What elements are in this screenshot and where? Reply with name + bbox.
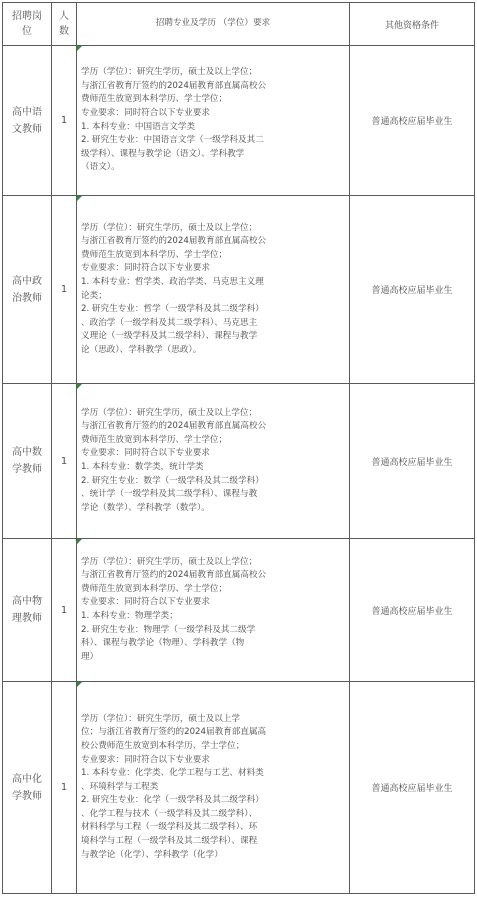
- requirement-line: 1. 本科专业：哲学类、政治学类、马克思主义理: [81, 276, 264, 287]
- requirement-line: 境科学与工程（一级学科及其二级学科）、课程: [81, 836, 258, 847]
- other-condition-cell: 普通高校应届毕业生: [350, 384, 475, 539]
- requirement-line: 学论（数学）、学科教学（数学）。: [81, 502, 210, 513]
- table-row: [3, 539, 475, 682]
- requirement-line: 与浙江省教育厅签约的2024届教育部直属高校公: [81, 570, 267, 581]
- requirement-line: 、统计学（一级学科及其二级学科）、课程与教: [81, 489, 258, 500]
- comment-marker-icon: [77, 46, 82, 51]
- requirement-line: 1. 本科专业：中国语言文学类: [81, 121, 196, 132]
- requirement-line: 校公费师范生放宽到本科学历、学士学位；: [81, 740, 245, 751]
- requirement-line: 学历（学位）：研究生学历，硕士及以上学位；: [81, 407, 258, 418]
- requirement-cell: [77, 196, 350, 384]
- requirement-line: 学历（学位）：研究生学历，硕士及以上学位；: [81, 222, 258, 233]
- requirement-line: 论（思政）、学科教学（思政）。: [81, 344, 202, 355]
- requirement-line: 专业要求：同时符合以下专业要求: [81, 107, 210, 118]
- requirement-line: 论类；: [81, 290, 107, 301]
- requirement-line: 、政治学（一级学科及其二级学科）、马克思主: [81, 317, 258, 328]
- comment-marker-icon: [77, 384, 82, 389]
- requirement-line: 科）、课程与教学论（物理）、学科教学（物: [81, 638, 245, 649]
- requirement-line: 与教学论（化学）、学科教学（化学）: [81, 849, 223, 860]
- requirement-line: 学历（学位）：研究生学历，硕士及以上学位；: [81, 67, 258, 78]
- other-condition-cell: 普通高校应届毕业生: [350, 46, 475, 196]
- requirement-line: 2. 研究生专业：物理学（一级学科及其二级学: [81, 624, 256, 635]
- post-title: 高中语文教师: [12, 106, 42, 135]
- post-title: 高中物理教师: [12, 596, 42, 624]
- requirement-cell: [77, 682, 350, 894]
- requirement-line: 学历（学位）：研究生学历，硕士及以上学: [81, 713, 240, 724]
- requirement-line: 与浙江省教育厅签约的2024届教育部直属高校公: [81, 236, 267, 247]
- other-condition-cell: 普通高校应届毕业生: [350, 682, 475, 894]
- requirement-line: 2. 研究生专业：数学（一级学科及其二级学科）: [81, 475, 264, 486]
- comment-marker-icon: [77, 682, 82, 687]
- requirement-cell: [77, 384, 350, 539]
- requirement-line: 与浙江省教育厅签约的2024届教育部直属高校公: [81, 80, 267, 91]
- requirement-line: 费师范生放宽到本科学历、学士学位；: [81, 249, 228, 260]
- post-title: 高中政治教师: [12, 275, 42, 304]
- num-cell: 1: [52, 196, 77, 384]
- post-cell: [3, 384, 52, 539]
- header-post: 招聘岗位: [3, 3, 52, 46]
- requirement-line: 与浙江省教育厅签约的2024届教育部直属高校公: [81, 421, 267, 432]
- other-condition-cell: 普通高校应届毕业生: [350, 539, 475, 682]
- post-cell: [3, 46, 52, 196]
- requirement-line: 1. 本科专业：数学类，统计学类: [81, 462, 204, 472]
- other-condition-cell: 普通高校应届毕业生: [350, 196, 475, 384]
- requirement-line: 2. 研究生专业：化学（一级学科及其二级学科）: [81, 795, 264, 806]
- comment-marker-icon: [77, 196, 82, 201]
- num-cell: 1: [52, 682, 77, 894]
- post-title: 高中数学教师: [12, 447, 42, 475]
- requirement-line: 、环境科学与工程类: [81, 781, 159, 792]
- requirement-line: 1. 本科专业：物理学类；: [81, 611, 178, 621]
- requirement-line: 1. 本科专业：化学类、化学工程与工艺、材料类: [81, 768, 264, 779]
- table-body: [3, 46, 475, 894]
- header-requirement: 招聘专业及学历 （学位）要求: [77, 3, 350, 46]
- requirement-line: 级学科）、课程与教学论（语文）、学科教学: [81, 148, 245, 159]
- post-cell: [3, 682, 52, 894]
- requirement-line: 费师范生放宽到本科学历、学士学位；: [81, 434, 228, 445]
- table-header-row: [3, 3, 475, 46]
- requirement-line: （语文）。: [81, 162, 120, 173]
- requirement-cell: [77, 539, 350, 682]
- requirement-line: 专业要求：同时符合以下专业要求: [81, 597, 210, 608]
- requirement-line: 专业要求：同时符合以下专业要求: [81, 754, 210, 765]
- requirement-line: 义理论（一级学科及其二级学科）、课程与教学: [81, 331, 258, 342]
- num-cell: 1: [52, 384, 77, 539]
- recruitment-table: [2, 2, 475, 894]
- requirement-line: 专业要求：同时符合以下专业要求: [81, 448, 210, 459]
- post-title: 高中化学教师: [12, 773, 42, 802]
- requirement-line: 、化学工程与技术（一级学科及其二级学科）、: [81, 808, 258, 819]
- num-cell: 1: [52, 539, 77, 682]
- requirement-line: 位；与浙江省教育厅签约的2024届教育部直属高: [81, 727, 267, 738]
- requirement-line: 2. 研究生专业：中国语言文学（一级学科及其二: [81, 135, 264, 146]
- requirement-line: 专业要求：同时符合以下专业要求: [81, 263, 210, 274]
- requirement-line: 费师范生放宽到本科学历、学士学位；: [81, 583, 228, 594]
- table-row: [3, 46, 475, 196]
- requirement-line: 2. 研究生专业：哲学（一级学科及其二级学科）: [81, 304, 264, 315]
- table-row: [3, 682, 475, 894]
- comment-marker-icon: [77, 539, 82, 544]
- requirement-line: 学历（学位）：研究生学历，硕士及以上学位；: [81, 556, 258, 567]
- header-num: 人数: [52, 3, 77, 46]
- table-row: [3, 196, 475, 384]
- requirement-line: 材料科学与工程（一级学科及其二级学科）、环: [81, 822, 258, 833]
- requirement-line: 理）: [81, 651, 99, 662]
- requirement-line: 费师范生放宽到本科学历、学士学位；: [81, 94, 228, 105]
- table-row: [3, 384, 475, 539]
- num-cell: 1: [52, 46, 77, 196]
- post-cell: [3, 539, 52, 682]
- post-cell: [3, 196, 52, 384]
- requirement-cell: [77, 46, 350, 196]
- header-other: 其他资格条件: [350, 3, 475, 46]
